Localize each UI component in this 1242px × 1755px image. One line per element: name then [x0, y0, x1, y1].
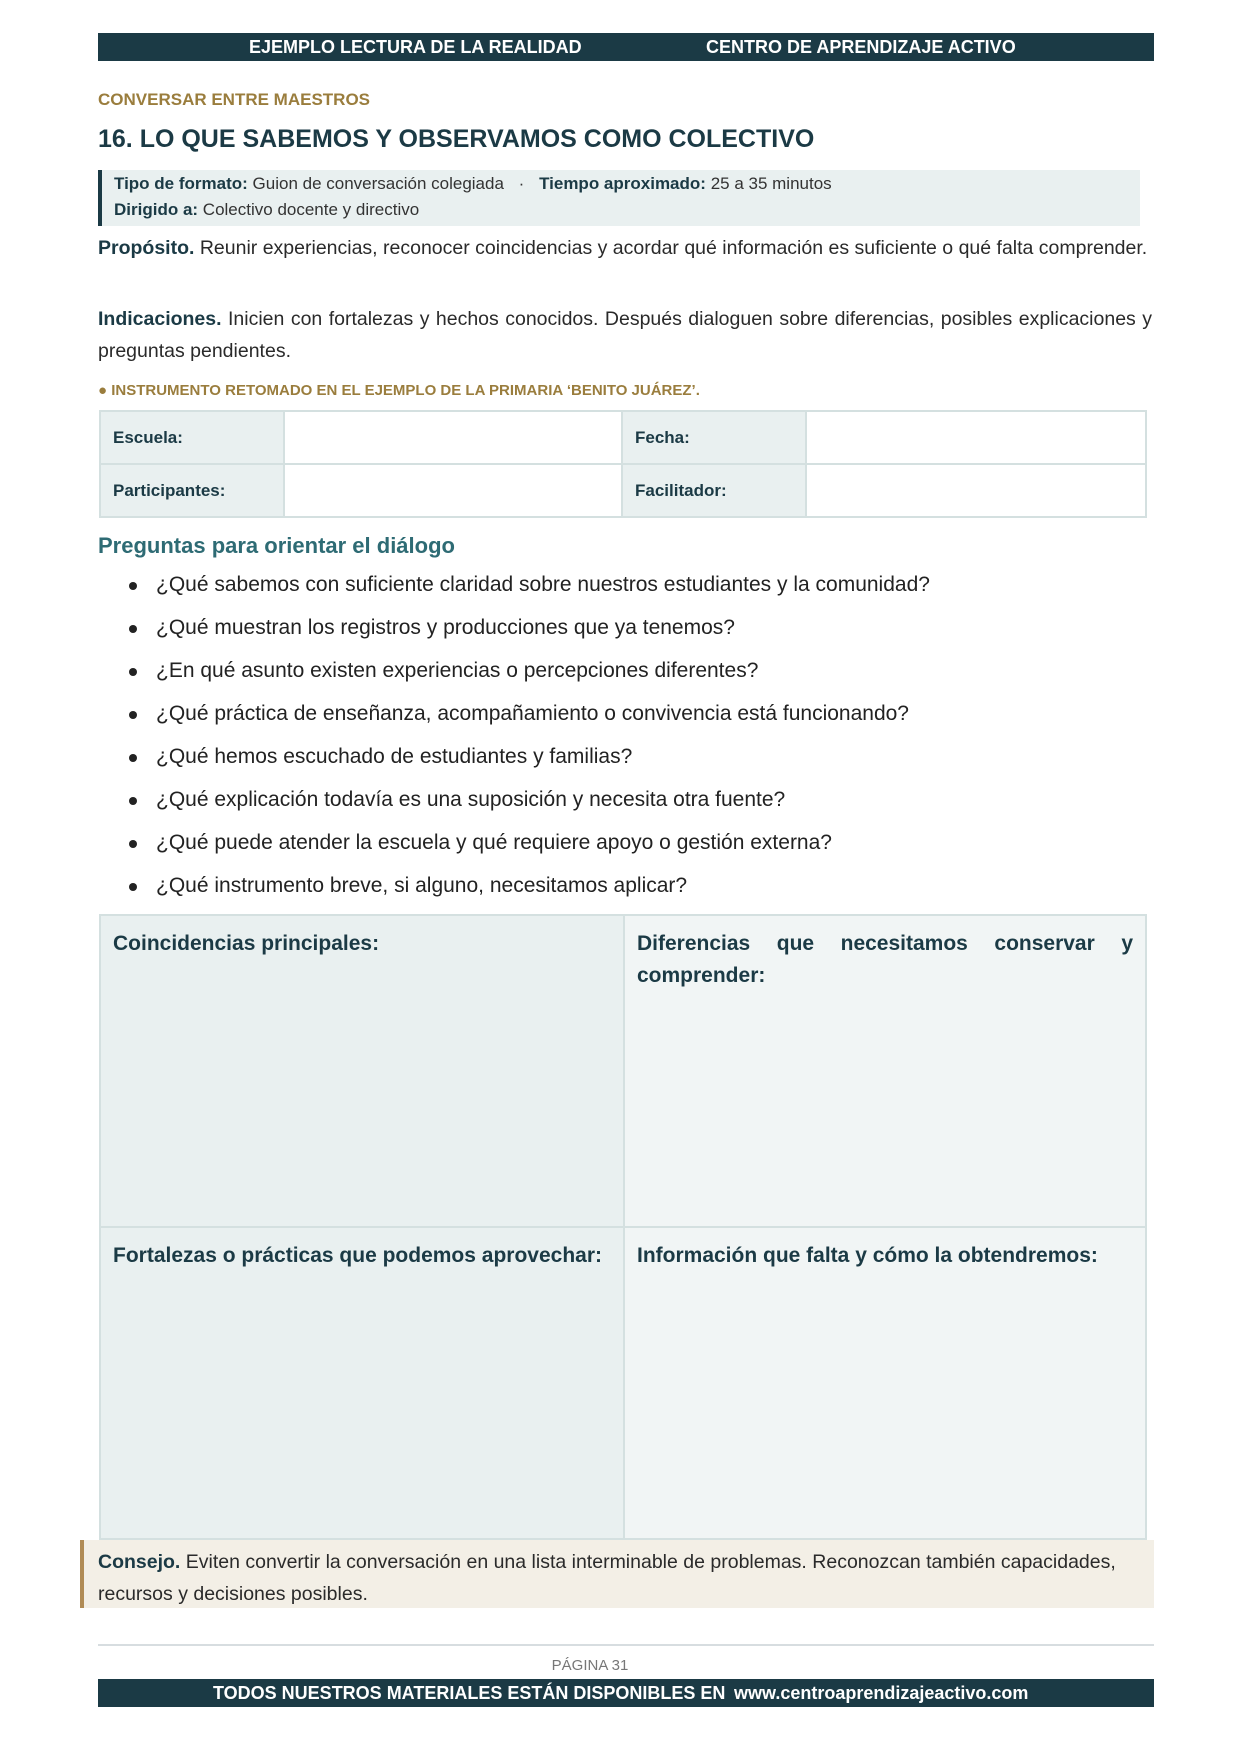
list-item: ¿Qué puede atender la escuela y qué requiere apoyo o gestión externa?: [98, 828, 1148, 871]
list-item: ¿Qué instrumento breve, si alguno, necesitamos aplicar?: [98, 871, 1148, 914]
time-value: 25 a 35 minutos: [710, 174, 832, 193]
school-info-table: [99, 410, 1147, 518]
format-line: [114, 174, 832, 194]
list-item: ¿En qué asunto existen experiencias o percepciones diferentes?: [98, 656, 1148, 699]
header-right-title: CENTRO DE APRENDIZAJE ACTIVO: [706, 37, 1016, 57]
facilitator-label: Facilitador:: [621, 463, 807, 518]
participants-field[interactable]: [283, 463, 623, 518]
header-left-title: EJEMPLO LECTURA DE LA REALIDAD: [249, 37, 582, 57]
purpose-text: Reunir experiencias, reconocer coincidencias y acordar qué información es suficiente o qué falta comprender.: [199, 237, 1148, 259]
school-label: Escuela:: [99, 410, 285, 465]
format-label: Tipo de formato:: [114, 174, 248, 193]
meta-separator: ·: [518, 174, 525, 193]
instructions-paragraph: [98, 303, 1152, 367]
tip-text: Eviten convertir la conversación en una lista interminable de problemas. Reconozcan también capacidades, recursos y decisiones posibles.: [98, 1551, 1116, 1605]
format-info-box: [98, 170, 1140, 226]
list-item: ¿Qué muestran los registros y producciones que ya tenemos?: [98, 613, 1148, 656]
date-label: Fecha:: [621, 410, 807, 465]
questions-heading: Preguntas para orientar el diálogo: [98, 533, 455, 558]
format-value: Guion de conversación colegiada: [252, 174, 504, 193]
strengths-cell[interactable]: Fortalezas o prácticas que podemos aprovechar:: [99, 1226, 625, 1540]
date-field[interactable]: [805, 410, 1147, 465]
list-item: ¿Qué práctica de enseñanza, acompañamiento o convivencia está funcionando?: [98, 699, 1148, 742]
purpose-paragraph: [98, 232, 1152, 264]
audience-line: [114, 200, 419, 220]
questions-list: [98, 570, 1148, 914]
school-field[interactable]: [283, 410, 623, 465]
time-label: Tiempo aproximado:: [539, 174, 706, 193]
purpose-label: Propósito.: [98, 237, 195, 259]
section-kicker: CONVERSAR ENTRE MAESTROS: [98, 90, 371, 109]
page-title: 16. LO QUE SABEMOS Y OBSERVAMOS COMO COLECTIVO: [98, 125, 815, 153]
list-item: ¿Qué hemos escuchado de estudiantes y familias?: [98, 742, 1148, 785]
audience-value: Colectivo docente y directivo: [202, 200, 420, 219]
header-bar: [98, 33, 1154, 61]
footer-website-link[interactable]: www.centroaprendizajeactivo.com: [734, 1683, 1029, 1703]
missing-info-cell[interactable]: Información que falta y cómo la obtendremos:: [623, 1226, 1147, 1540]
tip-box: [80, 1540, 1154, 1608]
page-number: PÁGINA 31: [551, 1657, 629, 1674]
instrument-note: ● INSTRUMENTO RETOMADO EN EL EJEMPLO DE LA PRIMARIA ‘BENITO JUÁREZ’.: [98, 382, 700, 399]
list-item: ¿Qué sabemos con suficiente claridad sobre nuestros estudiantes y la comunidad?: [98, 570, 1148, 613]
instructions-text: Inicien con fortalezas y hechos conocidos. Después dialoguen sobre diferencias, posibles explicaciones y preguntas pendientes.: [98, 308, 1152, 362]
audience-label: Dirigido a:: [114, 200, 199, 219]
footer-bar: [98, 1679, 1154, 1707]
list-item: ¿Qué explicación todavía es una suposición y necesita otra fuente?: [98, 785, 1148, 828]
facilitator-field[interactable]: [805, 463, 1147, 518]
participants-label: Participantes:: [99, 463, 285, 518]
tip-label: Consejo.: [98, 1551, 181, 1573]
differences-cell[interactable]: Diferencias que necesitamos conservar y comprender:: [623, 914, 1147, 1228]
footer-text: TODOS NUESTROS MATERIALES ESTÁN DISPONIBLES EN: [213, 1683, 726, 1703]
instructions-label: Indicaciones.: [98, 308, 222, 330]
reflection-grid: [99, 914, 1147, 1540]
footer-divider: [98, 1644, 1154, 1646]
coincidences-cell[interactable]: Coincidencias principales:: [99, 914, 625, 1228]
